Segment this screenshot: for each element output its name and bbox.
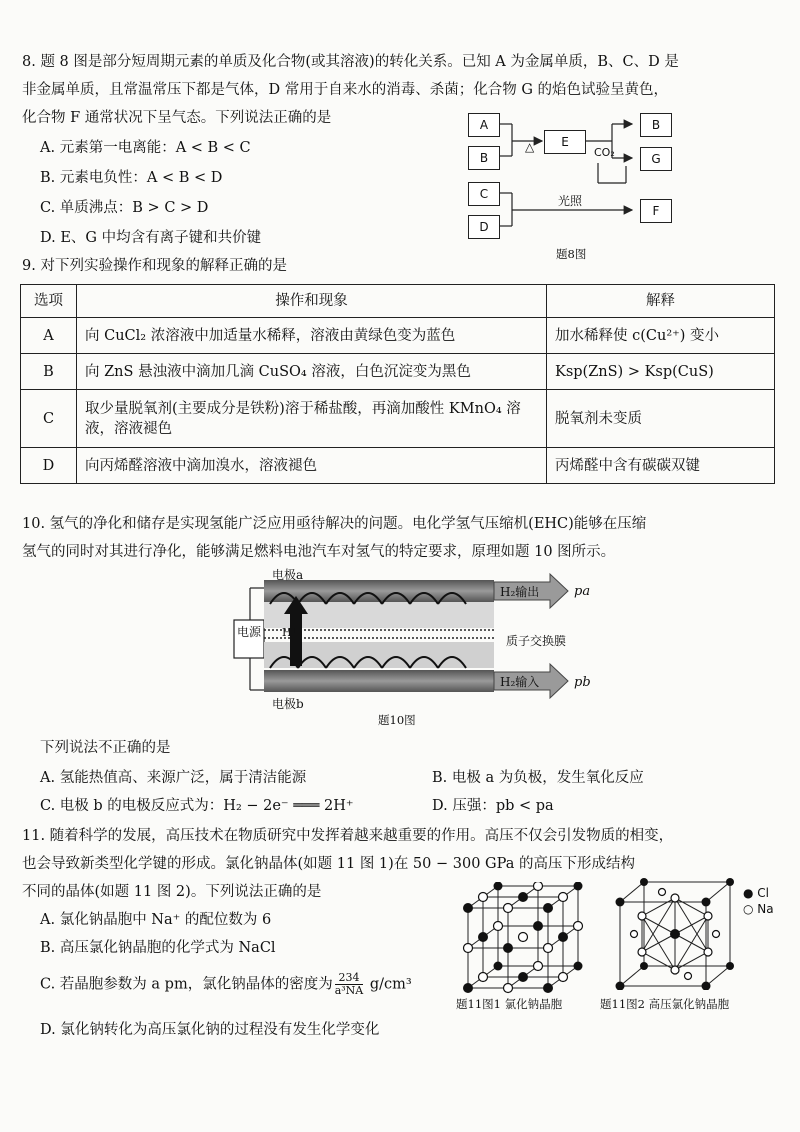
q8-heat-triangle: △ <box>525 140 535 154</box>
q10-option-b: B. 电极 a 为负极，发生氧化反应 <box>432 770 644 786</box>
q9-stem: 9. 对下列实验操作和现象的解释正确的是 <box>22 258 287 274</box>
q10-electrode-b-label: 电极b <box>272 697 304 711</box>
q9-row-d-operation: 向丙烯醛溶液中滴加溴水，溶液褪色 <box>77 448 547 484</box>
q10-caption: 题10图 <box>378 713 416 727</box>
q10-power-source: 电源 <box>236 625 261 639</box>
q9-row-c-operation: 取少量脱氧剂(主要成分是铁粉)溶于稀盐酸，再滴加酸性 KMnO₄ 溶液，溶液褪色 <box>77 390 547 448</box>
q10-pressure-a: pa <box>574 584 591 599</box>
q8-box-g: G <box>640 147 672 171</box>
q10-option-c: C. 电极 b 的电极反应式为：H₂ − 2e⁻ ═══ 2H⁺ <box>40 798 354 814</box>
q10-option-d: D. 压强：pb < pa <box>432 798 554 814</box>
q10-hplus-label: H⁺ <box>282 626 298 639</box>
q11-legend-na-text: Na <box>757 902 774 916</box>
table-row <box>21 448 775 484</box>
q8-stem-line1: 8. 题 8 图是部分短周期元素的单质及化合物(或其溶液)的转化关系。已知 A 为金属单质，B、C、D 是 <box>22 54 679 70</box>
q9-header-explanation: 解释 <box>547 285 775 318</box>
q8-option-b: B. 元素电负性：A < B < D <box>40 170 223 186</box>
q11-fig1-nacl-cell <box>462 882 588 994</box>
q9-row-b-option: B <box>21 354 77 390</box>
q8-box-a: A <box>468 113 500 137</box>
q8-co2-label: CO₂ <box>594 146 615 159</box>
q10-stem-line2: 氢气的同时对其进行净化，能够满足燃料电池汽车对氢气的特定要求，原理如题 10 图所示。 <box>22 544 616 560</box>
q9-row-a-option: A <box>21 318 77 354</box>
q11-legend-cl-text: Cl <box>757 886 770 900</box>
q8-box-c: C <box>468 182 500 206</box>
q11-fig2-caption: 题11图2 高压氯化钠晶胞 <box>600 997 730 1011</box>
q10-h2-output-label: H₂输出 <box>500 585 540 599</box>
q8-caption: 题8图 <box>556 247 587 261</box>
q8-stem-line2: 非金属单质，且常温常压下都是气体，D 常用于自来水的消毒、杀菌；化合物 G 的焰色试验呈黄色， <box>22 82 669 98</box>
q11-fraction-numerator: 234 <box>335 972 364 985</box>
q8-box-b-left: B <box>468 146 500 170</box>
q8-box-e: E <box>544 130 586 154</box>
q11-legend-na: ○ Na <box>743 902 774 916</box>
q8-option-a: A. 元素第一电离能：A < B < C <box>40 140 251 156</box>
q11-option-a: A. 氯化钠晶胞中 Na⁺ 的配位数为 6 <box>40 912 272 928</box>
q9-row-d-option: D <box>21 448 77 484</box>
q10-option-a: A. 氢能热值高、来源广泛，属于清洁能源 <box>40 770 307 786</box>
q9-header-operation: 操作和现象 <box>77 285 547 318</box>
q8-option-d: D. E、G 中均含有离子键和共价键 <box>40 230 262 246</box>
q11-density-unit: g/cm³ <box>369 976 412 993</box>
q8-box-d: D <box>468 215 500 239</box>
q9-row-b-explanation: Ksp(ZnS) > Ksp(CuS) <box>547 354 775 390</box>
q11-fraction-denominator: a³NA <box>334 984 364 997</box>
q10-h2-input-label: H₂输入 <box>500 675 540 689</box>
q11-option-d: D. 氯化钠转化为高压氯化钠的过程没有发生化学变化 <box>40 1022 380 1038</box>
q10-electrode-a-label: 电极a <box>272 568 304 582</box>
q11-option-c-text: C. 若晶胞参数为 a pm，氯化钠晶体的密度为 <box>40 976 333 993</box>
q9-row-c-explanation: 脱氧剂未变质 <box>547 390 775 448</box>
table-row <box>21 354 775 390</box>
q8-stem-line3: 化合物 F 通常状况下呈气态。下列说法正确的是 <box>22 110 332 126</box>
q8-light-label: 光照 <box>558 194 583 208</box>
q9-row-c-option: C <box>21 390 77 448</box>
q11-option-b: B. 高压氯化钠晶胞的化学式为 NaCl <box>40 940 276 956</box>
table-row <box>21 318 775 354</box>
q11-density-fraction <box>335 972 364 997</box>
q9-row-a-explanation: 加水稀释使 c(Cu²⁺) 变小 <box>547 318 775 354</box>
q11-legend-cl: ● Cl <box>743 886 770 900</box>
q9-header-row <box>21 285 775 318</box>
q11-fig1-caption: 题11图1 氯化钠晶胞 <box>456 997 563 1011</box>
q10-stem-line1: 10. 氢气的净化和储存是实现氢能广泛应用亟待解决的问题。电化学氢气压缩机(EHC)能够在压缩 <box>22 516 647 532</box>
q9-row-a-operation: 向 CuCl₂ 浓溶液中加适量水稀释，溶液由黄绿色变为蓝色 <box>77 318 547 354</box>
q8-box-b-right: B <box>640 113 672 137</box>
q9-table <box>20 284 775 484</box>
q9-row-b-operation: 向 ZnS 悬浊液中滴加几滴 CuSO₄ 溶液，白色沉淀变为黑色 <box>77 354 547 390</box>
q8-box-f: F <box>640 199 672 223</box>
q11-option-c <box>40 972 412 997</box>
q11-stem-line1: 11. 随着科学的发展，高压技术在物质研究中发挥着越来越重要的作用。高压不仅会引发物质的相变， <box>22 828 674 844</box>
q9-row-d-explanation: 丙烯醛中含有碳碳双键 <box>547 448 775 484</box>
q9-header-option: 选项 <box>21 285 77 318</box>
q10-pressure-b: pb <box>574 675 591 690</box>
q11-stem-line2: 也会导致新类型化学键的形成。氯化钠晶体(如题 11 图 1)在 50 − 300 GPa 的高压下形成结构 <box>22 856 635 872</box>
q11-stem-line3: 不同的晶体(如题 11 图 2)。下列说法正确的是 <box>22 884 322 900</box>
q10-sub-stem: 下列说法不正确的是 <box>40 740 171 756</box>
table-row <box>21 390 775 448</box>
q11-fig2-high-pressure-cell <box>612 878 736 990</box>
q10-membrane-label: 质子交换膜 <box>506 634 567 648</box>
q8-option-c: C. 单质沸点：B > C > D <box>40 200 209 216</box>
